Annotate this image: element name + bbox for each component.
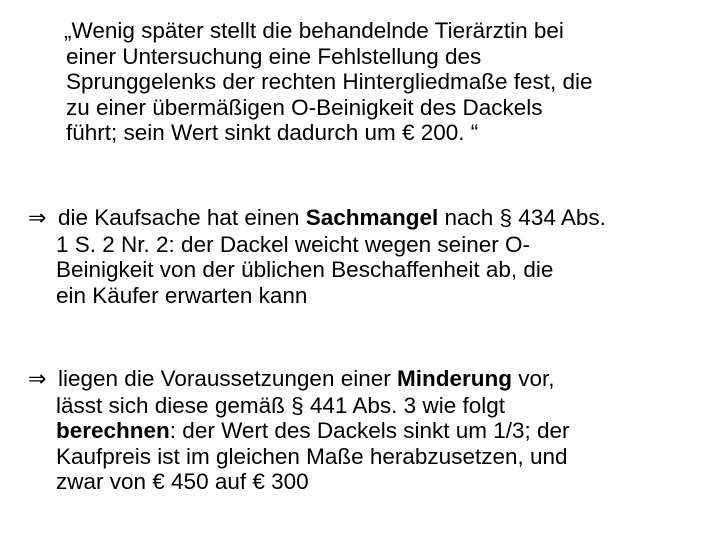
term-minderung: Minderung [397,366,512,391]
point-text: die Kaufsache hat einen [58,205,306,230]
point-text: vor, [511,366,555,391]
point-line [28,418,708,444]
point-line: Beinigkeit von der üblichen Beschaffenheit ab, die [56,257,554,282]
term-sachmangel: Sachmangel [305,205,439,230]
quote-line: Sprunggelenks der rechten Hintergliedmaße fest, die [66,69,593,94]
point-line: 1 S. 2 Nr. 2: der Dackel weicht wegen seiner O- [56,231,530,257]
point-text: liegen die Voraussetzungen einer [58,366,397,391]
term-berechnen: berechnen [56,418,170,443]
quote-line: einer Untersuchung eine Fehlstellung des [66,43,482,69]
point-text: : der Wert des Dackels sinkt um 1/3; der [169,418,570,443]
point-line: zwar von € 450 auf € 300 [56,469,309,494]
quote-line: führt; sein Wert sinkt dadurch um € 200. “ [66,120,479,145]
implies-arrow-icon: ⇒ [28,206,47,231]
quote-line: „Wenig später stellt die behandelnde Tierärztin bei [64,18,564,43]
point-line: ein Käufer erwarten kann [56,282,308,308]
point-line [28,366,708,393]
point-line: Kaufpreis ist im gleichen Maße herabzusetzen, und [56,443,568,469]
point-line: lässt sich diese gemäß § 441 Abs. 3 wie folgt [56,392,505,418]
conclusion-sachmangel [28,205,708,308]
quote-line: zu einer übermäßigen O-Beinigkeit des Dackels [66,94,543,120]
implies-arrow-icon: ⇒ [28,367,47,392]
conclusion-minderung [28,366,708,495]
case-quote [64,18,704,146]
point-text: nach § 434 Abs. [438,205,606,230]
point-line [28,205,708,232]
